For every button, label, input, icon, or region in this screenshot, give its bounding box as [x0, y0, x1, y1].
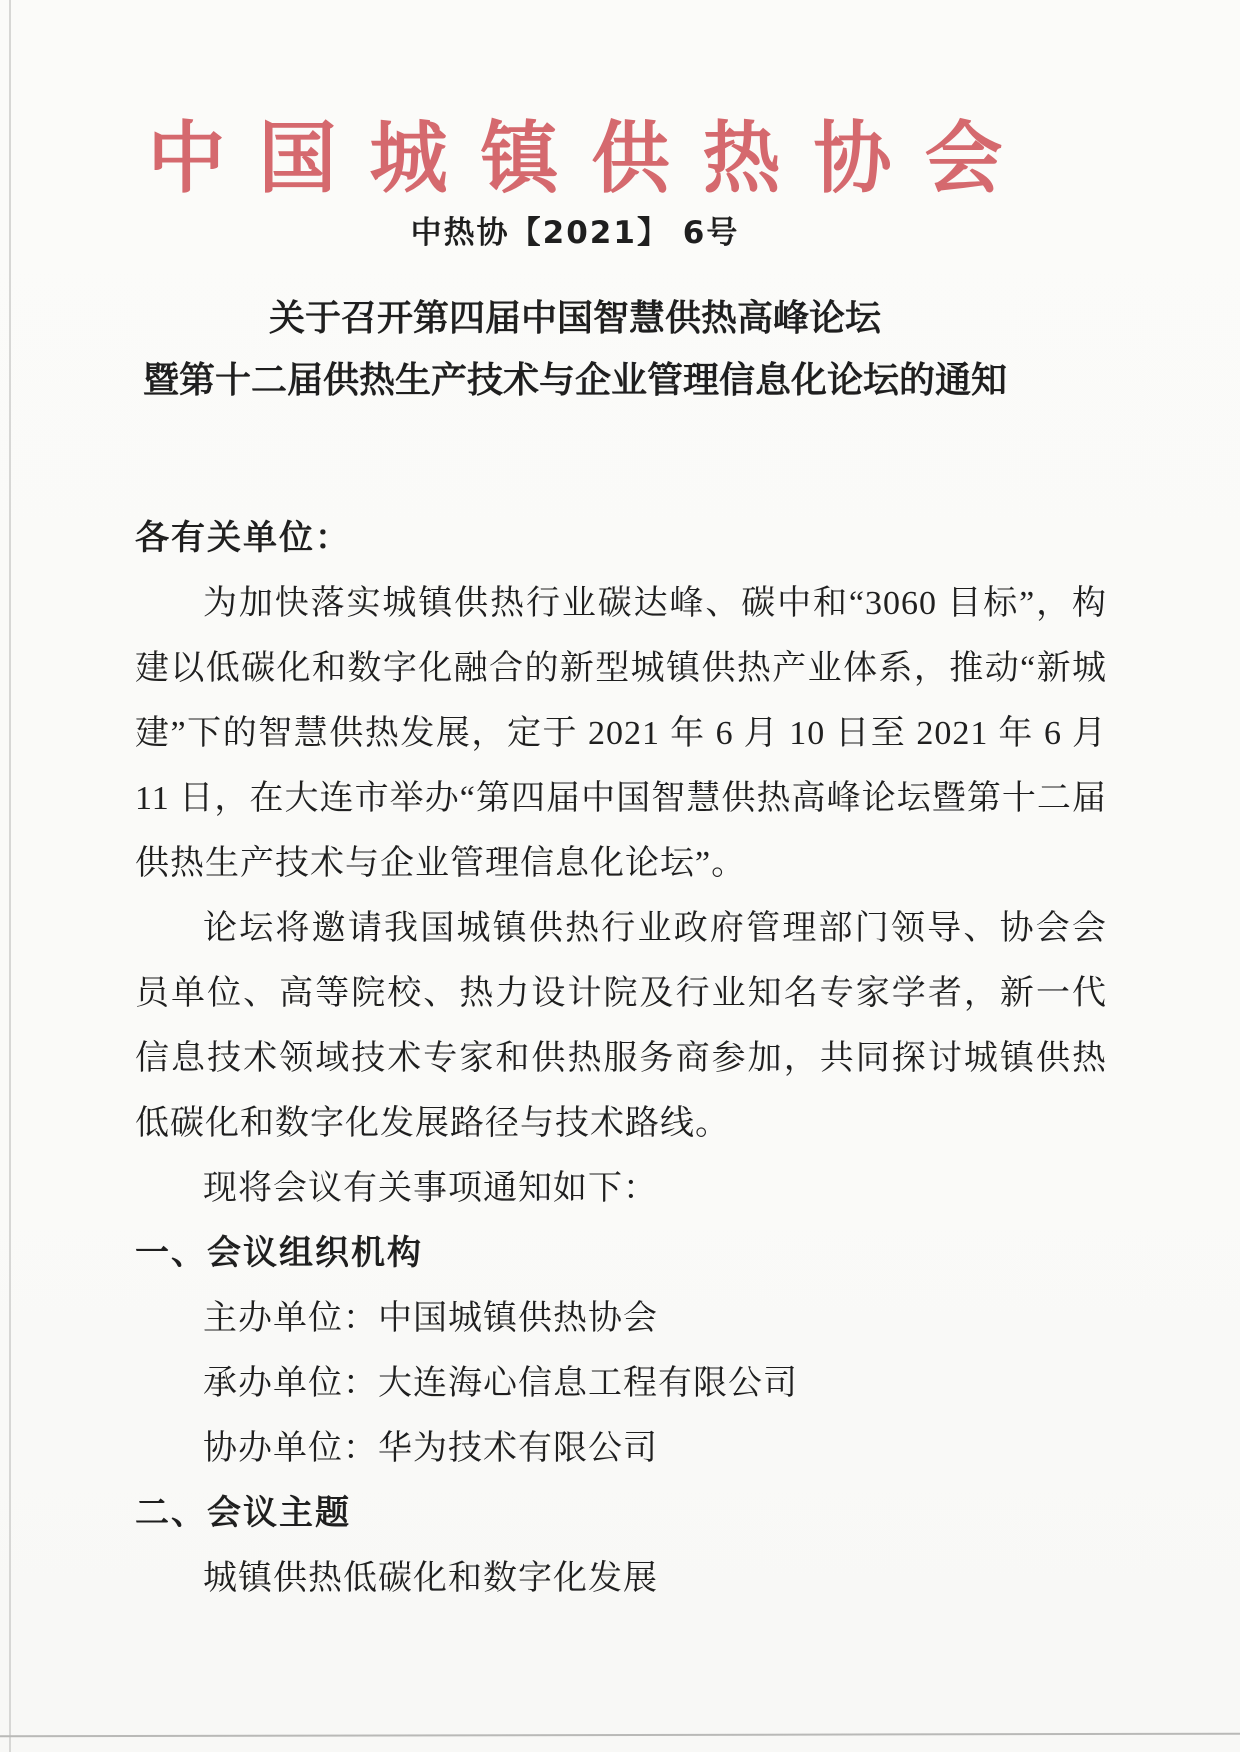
- paragraph-1: 为加快落实城镇供热行业碳达峰、碳中和“3060 目标”，构建以低碳化和数字化融合的新型城镇供热产业体系，推动“新城建”下的智慧供热发展，定于 2021 年 6 月 10 日至 2021 年 6 月 11 日，在大连市举办“第四届中国智慧供热高峰论坛暨第十二届供热生产技术与企业管理信息化论坛”。: [135, 585, 1107, 882]
- document-body: [135, 506, 1107, 1611]
- salutation: 各有关单位：: [135, 518, 351, 558]
- paragraph-2: 论坛将邀请我国城镇供热行业政府管理部门领导、协会会员单位、高等院校、热力设计院及行业知名专家学者，新一代信息技术领域技术专家和供热服务商参加，共同探讨城镇供热低碳化和数字化发展路径与技术路线。: [135, 910, 1107, 1142]
- section-1-item-organizer: 承办单位：大连海心信息工程有限公司: [203, 1365, 798, 1402]
- scan-edge-bottom: [0, 1733, 1240, 1738]
- paragraph-3: 现将会议有关事项通知如下：: [203, 1170, 658, 1207]
- section-1-item-coorganizer: 协办单位：华为技术有限公司: [203, 1430, 658, 1467]
- organization-masthead: 中国城镇供热协会: [147, 115, 1036, 202]
- document-title-line1: 关于召开第四届中国智慧供热高峰论坛: [268, 298, 881, 339]
- section-1-heading: 一、会议组织机构: [135, 1233, 423, 1273]
- scan-edge-left: [9, 0, 11, 1752]
- document-title-line2: 暨第十二届供热生产技术与企业管理信息化论坛的通知: [142, 360, 1007, 401]
- section-2-item-theme: 城镇供热低碳化和数字化发展: [203, 1560, 658, 1597]
- section-2-heading: 二、会议主题: [135, 1493, 351, 1533]
- section-1-item-host: 主办单位：中国城镇供热协会: [203, 1300, 658, 1337]
- document-number: 中热协【2021】 6号: [410, 215, 740, 251]
- document-title: [0, 288, 1150, 412]
